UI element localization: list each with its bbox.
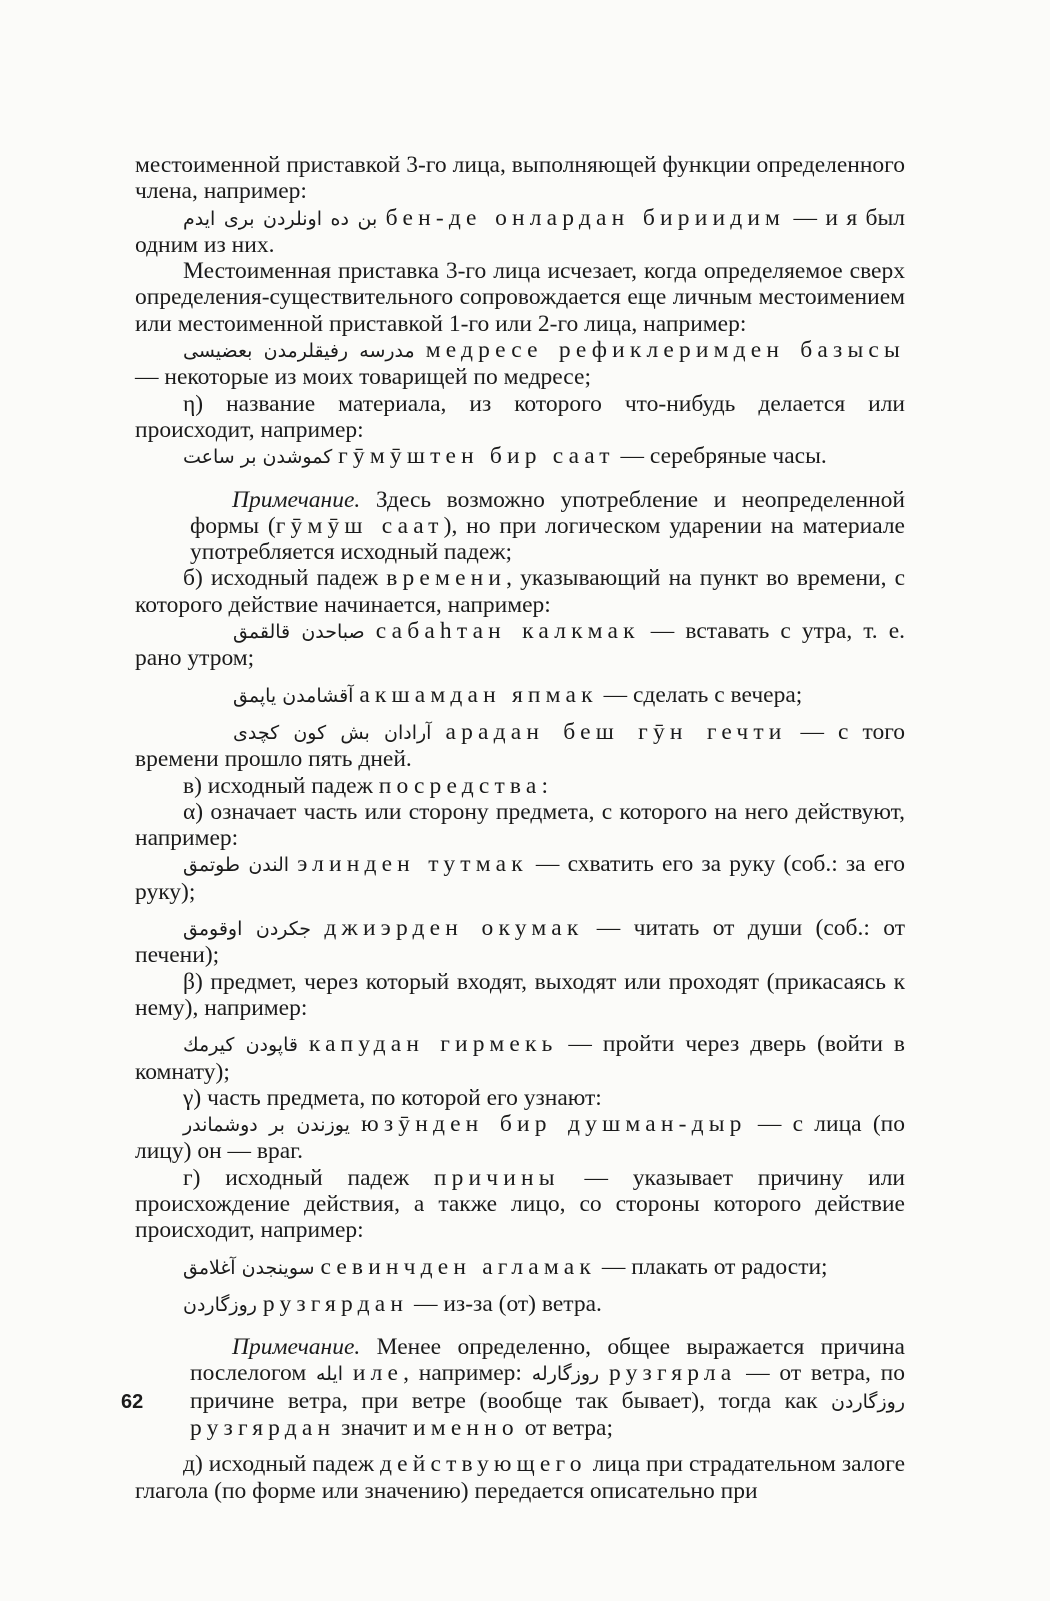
translation: — некоторые из моих товарищей по медресе; xyxy=(135,364,591,391)
text: , указывающий на пункт во времени, с которого действие начинается, например: xyxy=(135,565,906,618)
arabic-script-example: قاپودن کیرمك xyxy=(183,1034,298,1057)
text: — указывает причину или происхождение действия, а также лицо, со стороны которого действие происходит, например: xyxy=(135,1164,906,1244)
transliteration: арадан беш гӯн гечти xyxy=(445,718,787,745)
page-number: 62 xyxy=(121,1391,144,1413)
translation: — читать от души (соб.: от печени); xyxy=(135,915,905,969)
paragraph: Местоименная приставка 3-го лица исчезает, когда определяемое сверх определения-существительного сопровождается еще личным местоимением или местоименной приставкой 1-го или 2-го лица, например: xyxy=(135,258,905,337)
example xyxy=(135,682,905,709)
translation: — вставать с утра, т. е. рано утром; xyxy=(135,618,906,672)
note-text: от ветра; xyxy=(518,1415,613,1442)
transliteration: иле xyxy=(352,1360,404,1387)
note-label: Примечание. xyxy=(232,1334,361,1361)
transliteration: элинден тутмак xyxy=(297,851,528,878)
spaced-term: времени xyxy=(386,565,507,592)
arabic-script-example: صباحدن قالقمق xyxy=(233,621,365,644)
arabic-script-example: کموشدن بر ساعت xyxy=(183,446,333,469)
translation: — схватить его за руку (соб.: за его руку); xyxy=(135,851,905,905)
transliteration: рузгярдан xyxy=(262,1290,409,1317)
transliteration: акшамдан япмак xyxy=(359,681,598,708)
transliteration: гӯмӯштен бир саат xyxy=(338,443,615,470)
note-text: , например: xyxy=(403,1360,532,1387)
example xyxy=(135,1291,905,1318)
arabic-script-example: روزگارله xyxy=(531,1363,600,1386)
translation: — с того времени прошло пять дней. xyxy=(135,718,906,773)
paragraph xyxy=(135,565,905,618)
translation: — пройти через дверь (войти в комнату); xyxy=(135,1031,906,1085)
arabic-script-example: آقشامدن یاپمق xyxy=(233,684,354,707)
transliteration: севинчден аглaмак xyxy=(320,1253,596,1280)
example xyxy=(135,719,905,773)
transliteration: джиэрден окумак xyxy=(324,915,584,942)
transliteration: медресе рефиклеримден базысы xyxy=(425,337,905,364)
text: : xyxy=(541,772,549,799)
arabic-script-example: روزگاردن xyxy=(183,1293,257,1316)
spaced-term: посредства xyxy=(378,772,542,799)
spaced-term: именно xyxy=(413,1415,519,1442)
spaced-term: действующего xyxy=(380,1451,587,1478)
example xyxy=(135,1031,905,1085)
note-text: — от ветра, по причине ветра, при ветре (вообще так бывает), тогда как xyxy=(190,1360,906,1414)
transliteration: юзӯнден бир душман-дыр xyxy=(361,1111,747,1138)
transliteration: рузгярдан xyxy=(190,1415,336,1442)
arabic-script-example: ایله xyxy=(316,1363,344,1386)
translation: — и я был одним из них. xyxy=(135,204,906,258)
paragraph: η) название материала, из которого что-нибудь делается или происходит, например: xyxy=(135,390,905,443)
arabic-script-example: سوینجدن آغلامق xyxy=(183,1256,315,1279)
example xyxy=(135,337,905,391)
arabic-script-example: یوزندن بر دوشماندر xyxy=(183,1114,350,1137)
example xyxy=(135,205,905,259)
note-text: Менее определенно, общее выражается причина послелогом xyxy=(190,1334,905,1387)
example xyxy=(135,1254,905,1281)
transliteration: гӯмӯш саат xyxy=(275,512,444,539)
paragraph: местоименной приставкой 3-го лица, выполняющей функции определенного члена, например: xyxy=(135,152,905,205)
transliteration: рузгярла xyxy=(609,1360,737,1387)
note-paragraph xyxy=(135,487,905,566)
paragraph: β) предмет, через который входят, выходят или проходят (прикасаясь к нему), например: xyxy=(135,968,905,1021)
text: г) исходный падеж xyxy=(183,1164,434,1191)
note-paragraph xyxy=(135,1334,905,1441)
translation: — серебряные часы. xyxy=(614,443,827,470)
transliteration: капудан гирмекь xyxy=(308,1031,558,1058)
text: б) исходный падеж xyxy=(183,565,387,592)
arabic-script-example: الندن طوتمق xyxy=(183,854,290,877)
text: д) исходный падеж xyxy=(183,1451,381,1478)
note-text: Здесь возможно употребление и неопределенной формы ( xyxy=(190,486,905,539)
note-text: значит xyxy=(335,1415,414,1442)
translation: — плакать от радости; xyxy=(595,1253,828,1280)
transliteration: бен-де онлардан бириидим xyxy=(385,204,786,231)
example xyxy=(135,443,905,470)
arabic-script-example: بن ده اونلردن بری ایدم xyxy=(183,207,378,230)
translation: — сделать с вечера; xyxy=(597,681,803,708)
example xyxy=(135,915,905,969)
note-label: Примечание. xyxy=(232,486,361,513)
translation: — с лица (по лицу) он — враг. xyxy=(135,1111,905,1165)
paragraph: α) означает часть или сторону предмета, с которого на него действуют, например: xyxy=(135,798,905,852)
paragraph xyxy=(135,1451,905,1504)
paragraph xyxy=(135,1165,905,1244)
page-body xyxy=(135,152,905,1504)
arabic-script-example: آرادان بش کون کچدی xyxy=(233,721,432,744)
paragraph xyxy=(135,773,905,799)
transliteration: сабаһтан калкмак xyxy=(375,618,640,645)
arabic-script-example: روزگاردن xyxy=(831,1390,905,1413)
text: в) исходный падеж xyxy=(183,772,379,799)
paragraph: γ) часть предмета, по которой его узнают: xyxy=(183,1084,602,1111)
note-text: ), но при логическом ударении на материале употребляется исходный падеж; xyxy=(190,512,905,566)
arabic-script-example: مدرسه رفیقلرمدن بعضیسی xyxy=(183,340,415,363)
example xyxy=(135,1111,905,1165)
translation: — из-за (от) ветра. xyxy=(408,1290,602,1317)
text: лица при страдательном залоге глагола (по форме или значению) передается описательно при xyxy=(135,1451,905,1504)
example xyxy=(135,618,905,672)
spaced-term: причины xyxy=(433,1164,560,1191)
arabic-script-example: جکردن اوقومق xyxy=(183,918,312,941)
example xyxy=(135,851,905,905)
